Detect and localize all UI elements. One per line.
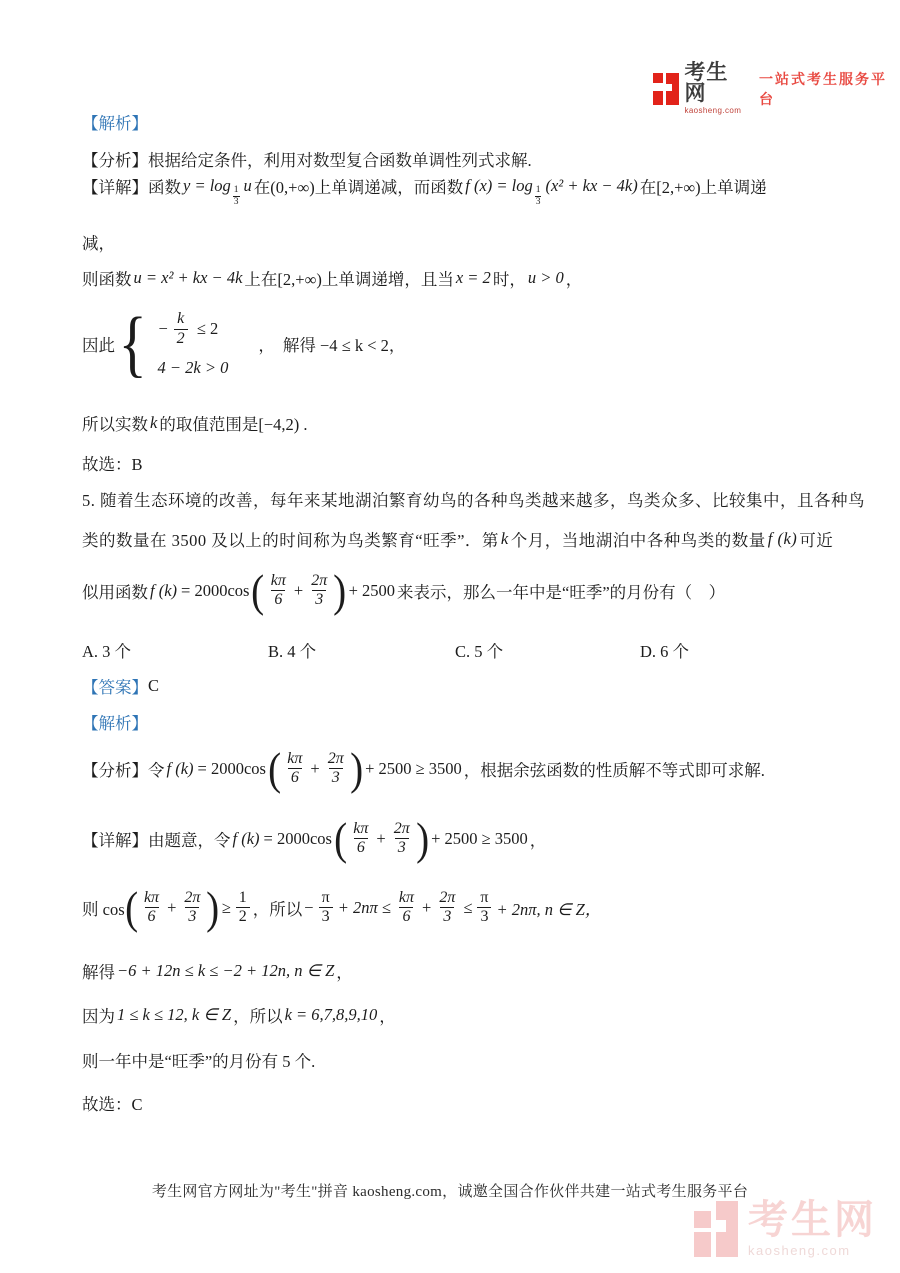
- close-paren: ): [415, 813, 429, 864]
- footer-text: 考生网官方网址为"考生"拼音 kaosheng.com，诚邀全国合作伙伴共建一站式考生服务平台: [151, 1184, 749, 1200]
- kaosheng-watermark-icon: [694, 1201, 740, 1257]
- log-base-fraction: 1 3: [535, 185, 541, 207]
- curly-brace: {: [118, 303, 147, 385]
- formula-fragment: u > 0: [527, 268, 564, 287]
- question-5-line-1: 5. 随着生态环境的改善，每年来某地湖泊繁育幼鸟的各种鸟类越来越多，鸟类众多、比较集中，且各种鸟: [82, 491, 865, 510]
- fraction: $\frac{k\pi}{6}$: [398, 888, 415, 926]
- fenxi-label: 【分析】: [82, 151, 148, 170]
- xiangjie-label: 【详解】: [82, 178, 148, 197]
- fraction: $\frac{2\pi}{3}$: [439, 888, 456, 926]
- question-5-line-3: 似用函数 f (k) = 2000cos ( $\frac{k\pi}{6}$ + $\frac{2\pi}{3}$ ) + 2500 来表示，那么一年中是“旺季”的月份有（ ）: [82, 565, 726, 616]
- fraction: $\frac{2\pi}{3}$: [327, 749, 344, 787]
- formula-fragment: x = 2: [455, 268, 491, 287]
- analysis-label-2: 【解析】: [82, 714, 148, 733]
- choice-a: A. 3 个: [82, 642, 132, 661]
- formula-fragment: f (k): [767, 529, 798, 548]
- close-paren: ): [349, 743, 363, 794]
- analysis-line: 【分析】 根据给定条件，利用对数型复合函数单调性列式求解.: [82, 147, 532, 171]
- fraction: $\frac{2\pi}{3}$: [393, 819, 410, 857]
- question-5-line-2: 类的数量在 3500 及以上的时间称为鸟类繁育“旺季”．第 k 个月，当地湖泊中各种鸟类的数量 f (k) 可近: [82, 529, 834, 550]
- answer-line: 【答案】 C: [82, 676, 160, 697]
- formula-fragment: f (k): [232, 828, 260, 848]
- cos-inequality-line: 则 cos ( $\frac{k\pi}{6}$ + $\frac{2\pi}{3}$ ) ≥ $\frac{1}{2}$ ， 所以 − $\frac{\pi}{3}$ + 2nπ ≤ $\frac{k\pi}{6}$ + $\frac{2\pi}{3}$ ≤ $\frac{\pi}{3}$ + 2nπ, n ∈ Z，: [82, 882, 602, 933]
- formula-fragment: k = 6,7,8,9,10: [284, 1005, 378, 1024]
- open-paren: (: [251, 565, 265, 616]
- kaosheng-logo-icon: [653, 73, 679, 105]
- choices-row: [82, 638, 852, 662]
- brand-domain: kaosheng.com: [684, 106, 742, 115]
- because-line: 因为 1 ≤ k ≤ 12, k ∈ Z ，所以 k = 6,7,8,9,10 ，: [82, 1005, 396, 1026]
- formula-fragment: u = x² + kx − 4k: [133, 268, 243, 287]
- conclusion-line: 则一年中是“旺季”的月份有 5 个.: [82, 1052, 316, 1071]
- formula-fragment: k: [150, 413, 158, 432]
- formula-fragment: f (x) = log: [465, 176, 533, 195]
- site-logo: [653, 62, 900, 115]
- detail-line-q5: 【详解】 由题意，令 f (k) = 2000cos ( $\frac{k\pi}{6}$ + $\frac{2\pi}{3}$ ) + 2500 ≥ 3500 ，: [82, 813, 547, 864]
- open-paren: (: [334, 813, 348, 864]
- choice-d: D. 6 个: [640, 642, 690, 661]
- fraction: $\frac{2\pi}{3}$: [184, 888, 201, 926]
- analysis-label: 【解析】: [82, 114, 148, 133]
- inequality-system-line: 因此 { − $\frac{k}{2}$ ≤ 2 4 − 2k > 0 ， 解得 −4 ≤ k < 2，: [82, 303, 406, 385]
- log-base-fraction: 1 3: [233, 185, 239, 207]
- analysis-line-2: 【分析】 令 f (k) = 2000cos ( $\frac{k\pi}{6}$ + $\frac{2\pi}{3}$ ) + 2500 ≥ 3500 ，根据余弦函数的性质解不等式即可求解.: [82, 743, 765, 794]
- formula-fragment: k: [500, 529, 509, 548]
- fraction: $\frac{\pi}{3}$: [477, 889, 491, 927]
- fenxi-label: 【分析】: [82, 760, 148, 780]
- watermark-logo: [694, 1200, 877, 1258]
- fraction: $\frac{1}{2}$: [236, 889, 250, 927]
- detail-line-3: 则函数 u = x² + kx − 4k 上在[2,+∞)上单调递增，且当 x = 2 时， u > 0 ，: [82, 268, 583, 289]
- choice-b: B. 4 个: [268, 642, 317, 661]
- formula-fragment: −6 + 12n ≤ k ≤ −2 + 12n, n ∈ Z: [117, 961, 335, 980]
- watermark-domain: kaosheng.com: [748, 1243, 851, 1258]
- formula-fragment: 1 ≤ k ≤ 12, k ∈ Z: [117, 1005, 232, 1024]
- formula-fragment: f (k): [166, 758, 194, 778]
- fraction: $\frac{k\pi}{6}$: [353, 819, 369, 857]
- solve-line: 解得 −6 + 12n ≤ k ≤ −2 + 12n, n ∈ Z ，: [82, 961, 353, 982]
- watermark-brand: 考生网: [748, 1198, 877, 1242]
- detail-line-2: 减，: [82, 234, 115, 253]
- fraction: $\frac{k\pi}{6}$: [143, 888, 160, 926]
- fraction: $\frac{\pi}{3}$: [319, 889, 333, 927]
- formula-fragment: y = log: [183, 176, 231, 195]
- range-line: 所以实数 k 的取值范围是[−4,2) .: [82, 413, 308, 434]
- system-rows: − $\frac{k}{2}$ ≤ 2 4 − 2k > 0: [157, 310, 229, 378]
- close-paren: ): [206, 882, 220, 933]
- answer-choice-c: 故选：C: [82, 1095, 143, 1114]
- choice-c: C. 5 个: [455, 642, 504, 661]
- fraction: $\frac{k\pi}{6}$: [287, 749, 303, 787]
- fraction: $\frac{k}{2}$: [174, 310, 188, 348]
- brand-name: 考生网: [684, 61, 729, 105]
- answer-choice-b: 故选：B: [82, 455, 143, 474]
- detail-line-1: 【详解】 函数 y = log 1 3 u 在(0,+∞)上单调递减，而函数 f (x) = log 1 3 (x² + kx − 4k) 在[2,+∞)上单调递: [82, 176, 767, 207]
- close-paren: ): [333, 565, 347, 616]
- answer-label: 【答案】: [82, 678, 148, 697]
- fraction: $\frac{k\pi}{6}$: [270, 571, 286, 609]
- open-paren: (: [268, 743, 282, 794]
- brand-tagline: 一站式考生服务平台: [759, 70, 888, 107]
- formula-fragment: f (k): [150, 580, 178, 600]
- open-paren: (: [124, 882, 138, 933]
- fraction: $\frac{2\pi}{3}$: [311, 571, 328, 609]
- xiangjie-label: 【详解】: [82, 830, 148, 850]
